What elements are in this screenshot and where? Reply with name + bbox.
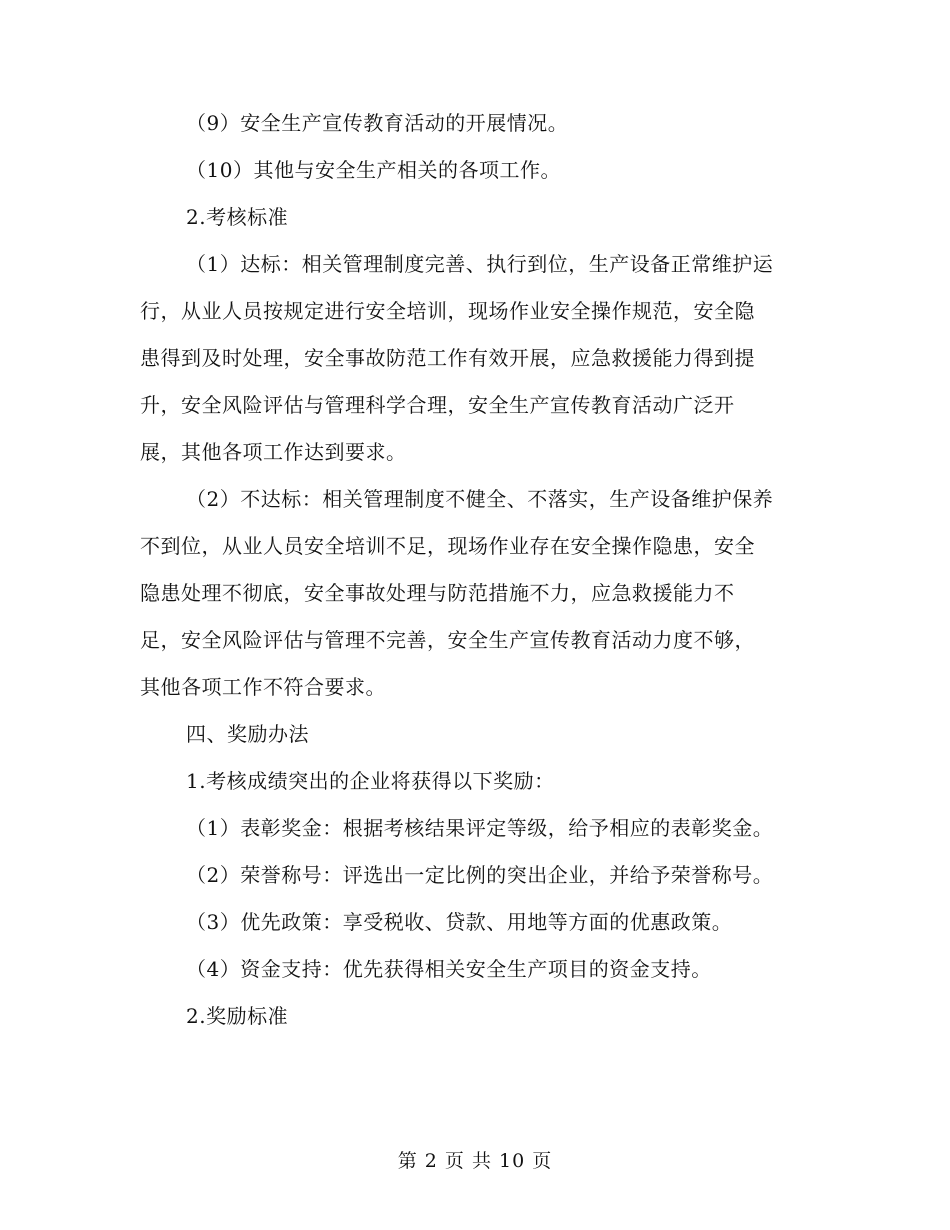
list-item: （2）荣誉称号：评选出一定比例的突出企业，并给予荣誉称号。 [186,863,774,887]
paragraph-line: 行，从业人员按规定进行安全培训，现场作业安全操作规范，安全隐 [140,299,755,323]
section-heading: 2.考核标准 [186,205,289,229]
paragraph-line: 足，安全风险评估与管理不完善，安全生产宣传教育活动力度不够， [140,628,755,652]
section-heading: 四、奖励办法 [186,722,309,746]
paragraph-line: 患得到及时处理，安全事故防范工作有效开展，应急救援能力得到提 [140,346,755,370]
paragraph-standard-pass [140,241,810,476]
paragraph-line: （2）不达标：相关管理制度不健全、不落实，生产设备维护保养 [186,487,774,511]
paragraph-line: （1）达标：相关管理制度完善、执行到位，生产设备正常维护运 [186,252,774,276]
list-item: （9）安全生产宣传教育活动的开展情况。 [186,111,569,135]
paragraph-line: 隐患处理不彻底，安全事故处理与防范措施不力，应急救援能力不 [140,581,735,605]
subsection-heading: 2.奖励标准 [186,1004,289,1028]
paragraph-standard-fail [140,476,810,711]
paragraph-line: 其他各项工作不符合要求。 [140,675,386,699]
paragraph-line: 展，其他各项工作达到要求。 [140,440,407,464]
paragraph-line: 不到位，从业人员安全培训不足，现场作业存在安全操作隐患，安全 [140,534,755,558]
paragraph-line: 升，安全风险评估与管理科学合理，安全生产宣传教育活动广泛开 [140,393,735,417]
list-item: （10）其他与安全生产相关的各项工作。 [186,158,561,182]
page-number: 第 2 页 共 10 页 [397,1150,553,1172]
subsection-heading: 1.考核成绩突出的企业将获得以下奖励： [186,769,555,793]
document-body [140,100,810,1040]
list-item: （4）资金支持：优先获得相关安全生产项目的资金支持。 [186,957,712,981]
list-item: （3）优先政策：享受税收、贷款、用地等方面的优惠政策。 [186,910,733,934]
list-item: （1）表彰奖金：根据考核结果评定等级，给予相应的表彰奖金。 [186,816,774,840]
